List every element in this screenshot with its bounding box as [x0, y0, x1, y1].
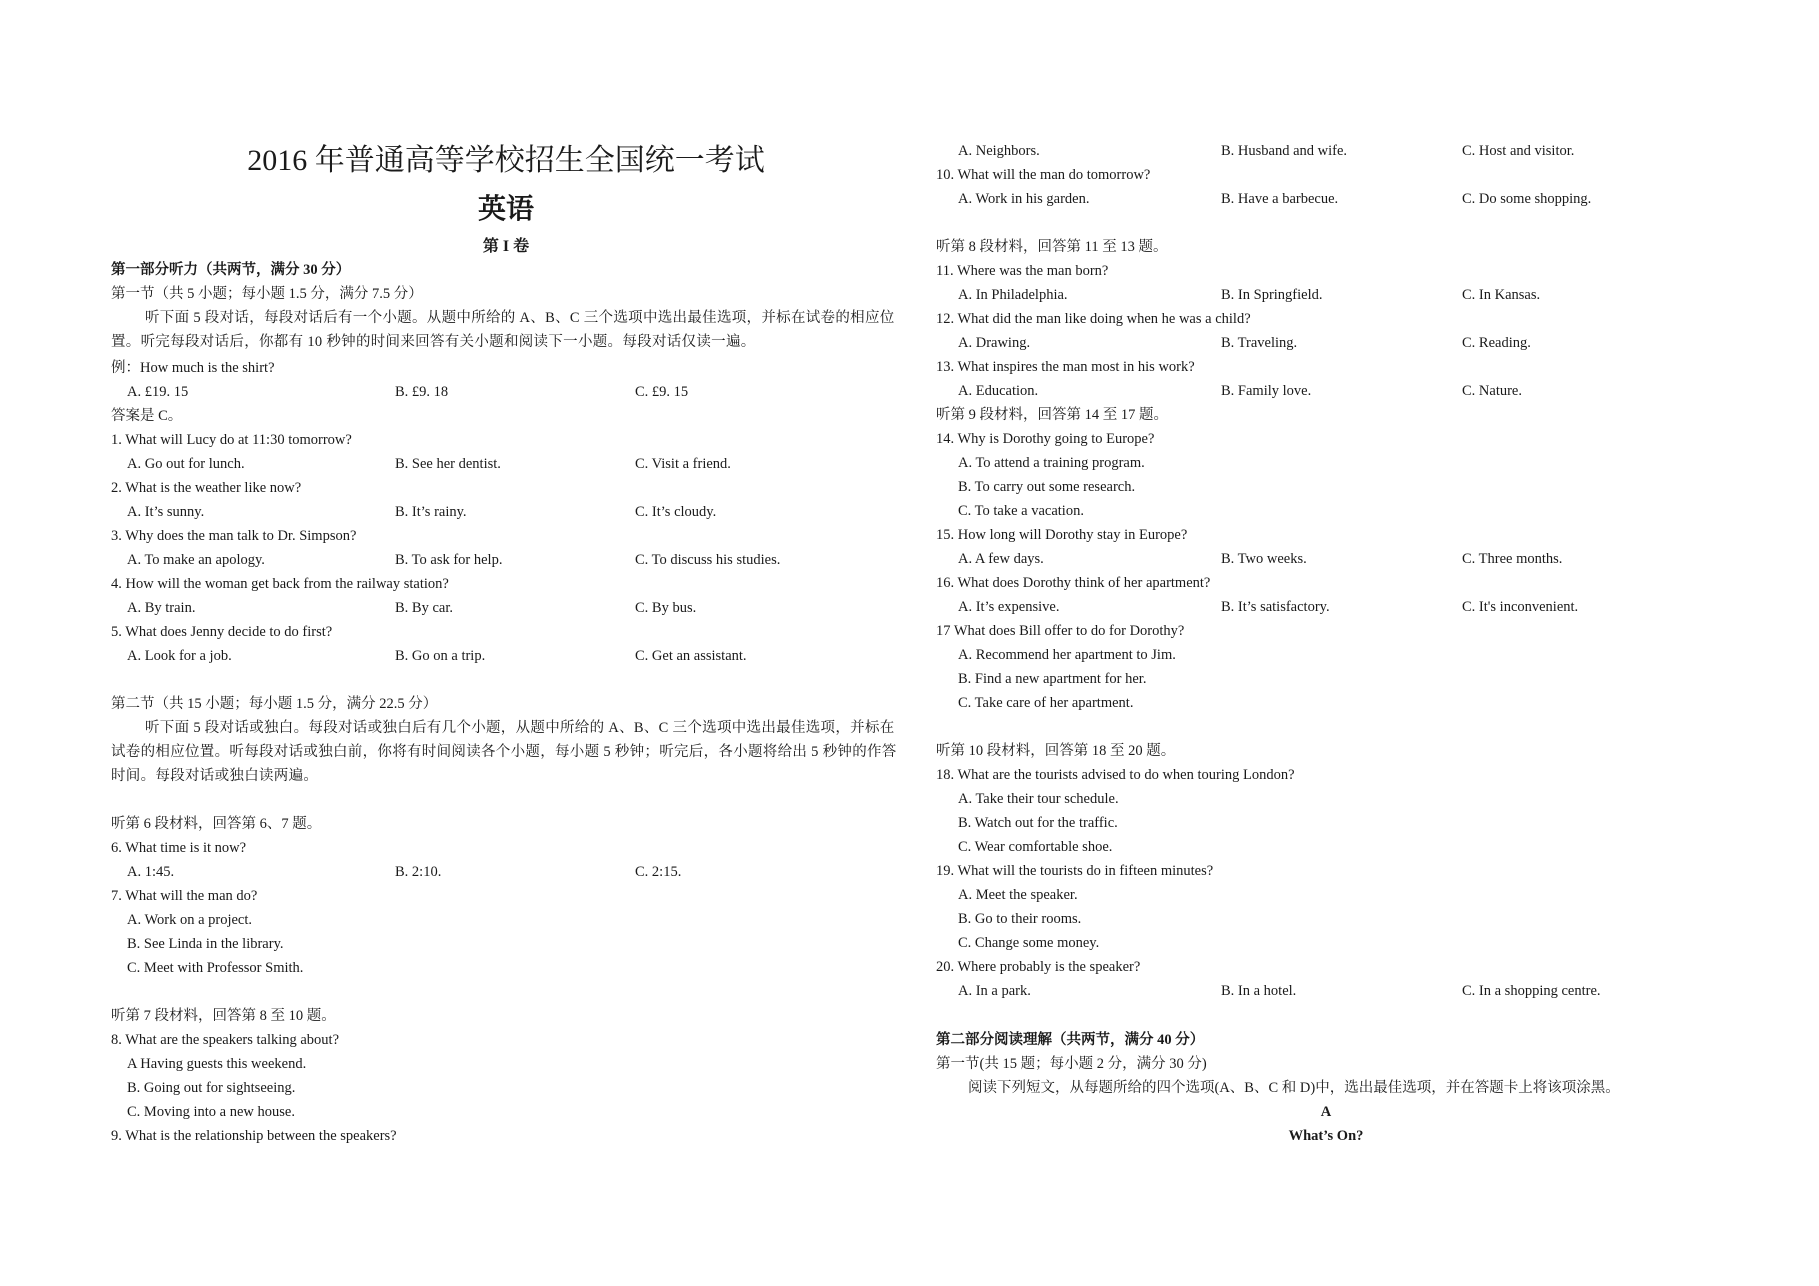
option-c: C. Do some shopping.: [1462, 191, 1592, 207]
question-14-option-b: B. To carry out some research.: [958, 479, 1136, 495]
question-19-option-b: B. Go to their rooms.: [958, 911, 1082, 927]
option-a: A. £19. 15: [127, 384, 189, 400]
option-a: A. In a park.: [958, 983, 1031, 999]
question-9: 9. What is the relationship between the speakers?: [111, 1128, 397, 1144]
option-b: B. 2:10.: [395, 864, 442, 880]
option-a: A. Neighbors.: [958, 143, 1040, 159]
question-18-option-a: A. Take their tour schedule.: [958, 791, 1119, 807]
question-19-option-c: C. Change some money.: [958, 935, 1100, 951]
passage-label: A: [1320, 1104, 1332, 1120]
question-7-option-b: B. See Linda in the library.: [127, 936, 284, 952]
option-b: B. In a hotel.: [1221, 983, 1297, 999]
option-c: C. Reading.: [1462, 335, 1531, 351]
material-9-heading: 听第 9 段材料，回答第 14 至 17 题。: [936, 407, 1168, 423]
question-16-options: [936, 596, 1716, 618]
question-5-options: [111, 645, 901, 667]
option-a: A. To make an apology.: [127, 552, 265, 568]
question-1: 1. What will Lucy do at 11:30 tomorrow?: [111, 432, 352, 448]
question-15-options: [936, 548, 1716, 570]
option-c: C. In Kansas.: [1462, 287, 1541, 303]
question-8-option-b: B. Going out for sightseeing.: [127, 1080, 296, 1096]
material-6-heading: 听第 6 段材料，回答第 6、7 题。: [111, 816, 322, 832]
question-11-options: [936, 284, 1716, 306]
option-b: B. It’s satisfactory.: [1221, 599, 1330, 615]
option-b: B. Traveling.: [1221, 335, 1298, 351]
option-a: A. Drawing.: [958, 335, 1031, 351]
section1-instructions: 听下面 5 段对话，每段对话后有一个小题。从题中所给的 A、B、C 三个选项中选出最佳选项，并标在试卷的相应位置。听完每段对话后，你都有 10 秒钟的时间来回答有关小题和阅读下一小题。每段对话仅读一遍。: [111, 310, 895, 350]
exam-title: 2016 年普通高等学校招生全国统一考试: [247, 144, 765, 177]
option-b: B. To ask for help.: [395, 552, 503, 568]
option-b: B. Two weeks.: [1221, 551, 1307, 567]
part2-instructions: 阅读下列短文，从每题所给的四个选项(A、B、C 和 D)中，选出最佳选项，并在答题卡上将该项涂黑。: [968, 1080, 1620, 1096]
option-c: C. To discuss his studies.: [635, 552, 781, 568]
example-answer: 答案是 C。: [111, 408, 183, 424]
question-2-options: [111, 501, 901, 523]
option-b: B. £9. 18: [395, 384, 449, 400]
question-20-options: [936, 980, 1716, 1002]
option-c: C. Three months.: [1462, 551, 1563, 567]
section2-heading: 第二节（共 15 小题；每小题 1.5 分，满分 22.5 分）: [111, 696, 438, 712]
option-b: B. In Springfield.: [1221, 287, 1323, 303]
question-17-option-c: C. Take care of her apartment.: [958, 695, 1134, 711]
question-11: 11. Where was the man born?: [936, 263, 1109, 279]
question-1-options: [111, 453, 901, 475]
subject-title: 英语: [477, 194, 534, 225]
question-14-option-c: C. To take a vacation.: [958, 503, 1084, 519]
question-6-options: [111, 861, 901, 883]
option-c: C. It’s cloudy.: [635, 504, 717, 520]
question-4: 4. How will the woman get back from the railway station?: [111, 576, 449, 592]
question-19-option-a: A. Meet the speaker.: [958, 887, 1078, 903]
option-c: C. It's inconvenient.: [1462, 599, 1579, 615]
question-20: 20. Where probably is the speaker?: [936, 959, 1141, 975]
option-a: A. By train.: [127, 600, 196, 616]
option-b: B. Family love.: [1221, 383, 1312, 399]
option-a: A. It’s expensive.: [958, 599, 1060, 615]
question-5: 5. What does Jenny decide to do first?: [111, 624, 333, 640]
question-7: 7. What will the man do?: [111, 888, 258, 904]
question-7-option-a: A. Work on a project.: [127, 912, 253, 928]
example-question: 例：How much is the shirt?: [111, 360, 275, 376]
question-4-options: [111, 597, 901, 619]
passage-title: What’s On?: [1288, 1128, 1364, 1144]
question-7-option-c: C. Meet with Professor Smith.: [127, 960, 304, 976]
option-c: C. Get an assistant.: [635, 648, 747, 664]
option-c: C. Host and visitor.: [1462, 143, 1575, 159]
example-options: [111, 381, 901, 403]
question-13-options: [936, 380, 1716, 402]
question-16: 16. What does Dorothy think of her apartment?: [936, 575, 1211, 591]
section1-heading: 第一节（共 5 小题；每小题 1.5 分，满分 7.5 分）: [111, 286, 423, 302]
question-17-option-b: B. Find a new apartment for her.: [958, 671, 1147, 687]
question-19: 19. What will the tourists do in fifteen minutes?: [936, 863, 1214, 879]
part2-heading: 第二部分阅读理解（共两节，满分 40 分）: [936, 1032, 1205, 1048]
option-b: B. Have a barbecue.: [1221, 191, 1339, 207]
question-3: 3. Why does the man talk to Dr. Simpson?: [111, 528, 357, 544]
question-18-option-b: B. Watch out for the traffic.: [958, 815, 1118, 831]
option-a: A. It’s sunny.: [127, 504, 205, 520]
option-a: A. Go out for lunch.: [127, 456, 245, 472]
question-8-option-c: C. Moving into a new house.: [127, 1104, 295, 1120]
question-10-options: [936, 188, 1716, 210]
question-12: 12. What did the man like doing when he was a child?: [936, 311, 1251, 327]
question-17-option-a: A. Recommend her apartment to Jim.: [958, 647, 1176, 663]
question-18: 18. What are the tourists advised to do when touring London?: [936, 767, 1295, 783]
question-17: 17 What does Bill offer to do for Dorothy?: [936, 623, 1185, 639]
option-a: A. Education.: [958, 383, 1039, 399]
option-c: C. 2:15.: [635, 864, 682, 880]
question-8-option-a: A Having guests this weekend.: [127, 1056, 307, 1072]
question-18-option-c: C. Wear comfortable shoe.: [958, 839, 1113, 855]
option-a: A. In Philadelphia.: [958, 287, 1068, 303]
question-9-options: [936, 140, 1716, 162]
question-8: 8. What are the speakers talking about?: [111, 1032, 340, 1048]
question-2: 2. What is the weather like now?: [111, 480, 302, 496]
question-13: 13. What inspires the man most in his work?: [936, 359, 1195, 375]
option-b: B. See her dentist.: [395, 456, 501, 472]
question-3-options: [111, 549, 901, 571]
option-b: B. Go on a trip.: [395, 648, 486, 664]
question-14: 14. Why is Dorothy going to Europe?: [936, 431, 1155, 447]
question-15: 15. How long will Dorothy stay in Europe?: [936, 527, 1188, 543]
question-12-options: [936, 332, 1716, 354]
part1-heading: 第一部分听力（共两节，满分 30 分）: [111, 262, 351, 278]
material-7-heading: 听第 7 段材料，回答第 8 至 10 题。: [111, 1008, 336, 1024]
material-8-heading: 听第 8 段材料，回答第 11 至 13 题。: [936, 239, 1168, 255]
option-c: C. Nature.: [1462, 383, 1522, 399]
option-c: C. By bus.: [635, 600, 697, 616]
question-6: 6. What time is it now?: [111, 840, 247, 856]
option-b: B. By car.: [395, 600, 453, 616]
question-10: 10. What will the man do tomorrow?: [936, 167, 1151, 183]
option-a: A. Work in his garden.: [958, 191, 1090, 207]
option-c: C. In a shopping centre.: [1462, 983, 1601, 999]
option-a: A. Look for a job.: [127, 648, 232, 664]
part2-section1-heading: 第一节(共 15 题；每小题 2 分，满分 30 分): [936, 1056, 1207, 1072]
question-14-option-a: A. To attend a training program.: [958, 455, 1145, 471]
section2-instructions: 听下面 5 段对话或独白。每段对话或独白后有几个小题，从题中所给的 A、B、C 三个选项中选出最佳选项，并标在试卷的相应位置。听每段对话或独白前，你将有时间阅读各个小题，每小题 5 秒钟；听完后，各小题将给出 5 秒钟的作答时间。每段对话或独白读两遍。: [111, 720, 897, 784]
option-a: A. 1:45.: [127, 864, 175, 880]
volume-label: 第 I 卷: [482, 238, 530, 255]
material-10-heading: 听第 10 段材料，回答第 18 至 20 题。: [936, 743, 1176, 759]
option-c: C. Visit a friend.: [635, 456, 731, 472]
option-b: B. It’s rainy.: [395, 504, 467, 520]
option-c: C. £9. 15: [635, 384, 689, 400]
option-b: B. Husband and wife.: [1221, 143, 1348, 159]
option-a: A. A few days.: [958, 551, 1044, 567]
